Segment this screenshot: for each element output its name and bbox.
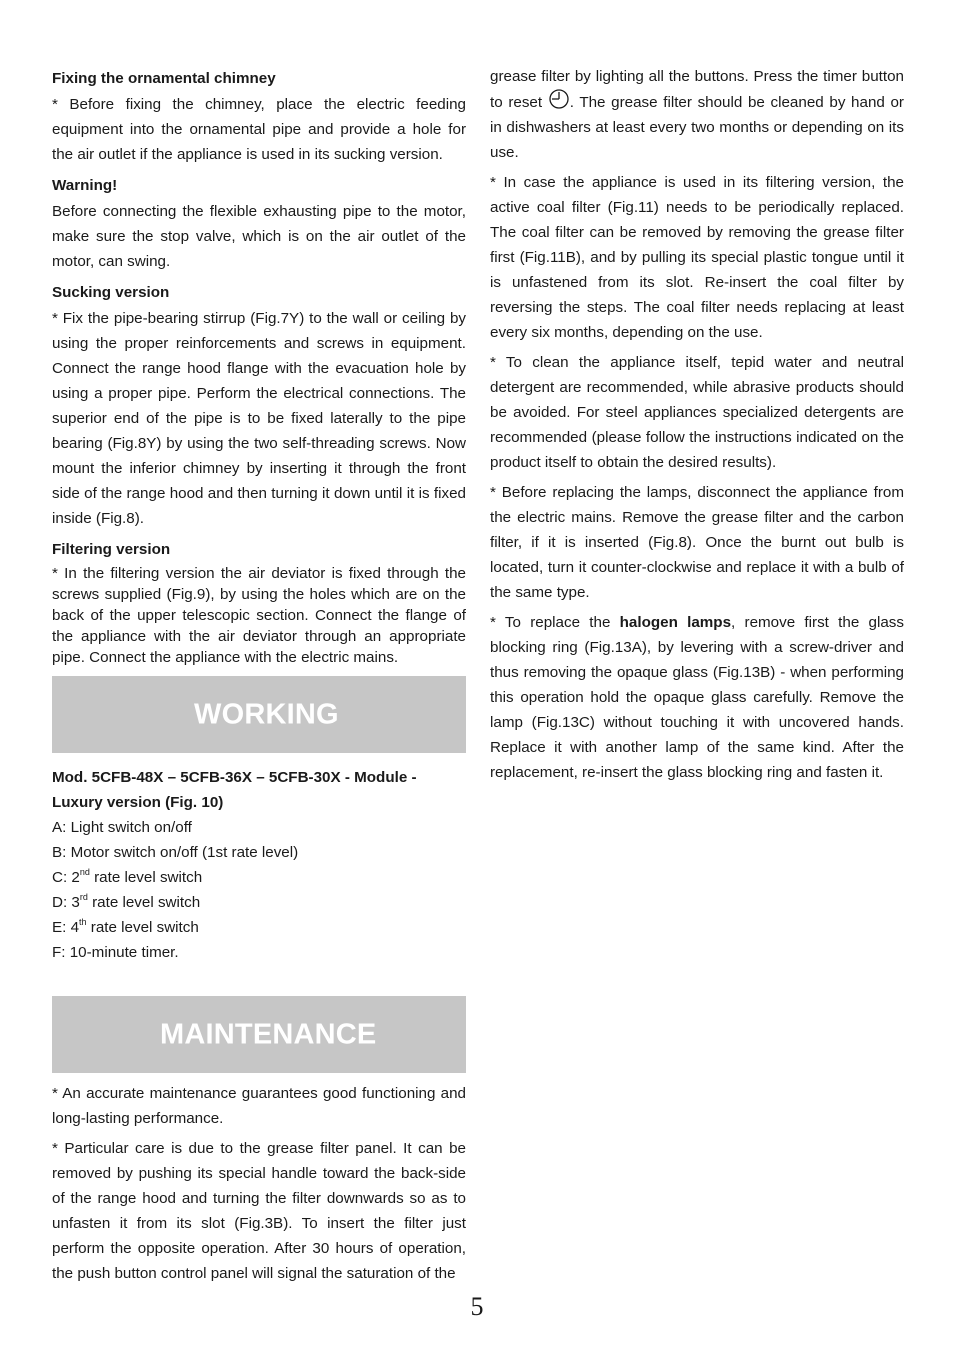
coal-filter-paragraph: * In case the appliance is used in its filtering version, the active coal filter (Fig.11) needs to be periodically replaced. The coal filter can be removed by removing the grease filter first (Fig.11B), and by pulling its special plastic tongue until it is unfastened from its slot. Re-insert the coal filter by reversing the steps. The coal filter needs replacing at least every six months, depending on the use. bbox=[490, 174, 904, 341]
halogen-paragraph: * To replace the halogen lamps, remove first the glass blocking ring (Fig.13A), by levering with a screw-driver and thus removing the opaque glass (Fig.13B) - when performing this operation hold the opaque glass carefully. Remove the lamp (Fig.13C) without touching it with uncovered hands. Replace it with another lamp of the same kind. After the replacement, re-insert the glass blocking ring and fasten it. bbox=[490, 614, 904, 781]
maintenance-title: MAINTENANCE bbox=[160, 1018, 377, 1050]
filtering-heading: Filtering version bbox=[52, 541, 171, 558]
switch-list bbox=[52, 765, 466, 965]
left-column bbox=[52, 64, 466, 1291]
fixing-heading: Fixing the ornamental chimney bbox=[52, 70, 276, 87]
working-banner bbox=[52, 676, 466, 753]
sucking-paragraph: * Fix the pipe-bearing stirrup (Fig.7Y) to the wall or ceiling by using the proper reinforcements and screws in equipment. Connect the range hood flange with the evacuation hole by using a proper pipe. Perform the electrical connections. The superior end of the pipe is to be fixed laterally to the pipe bearing (Fig.8Y) by using the two self-threading screws. Now mount the inferior chimney by inserting it through the front side of the range hood and then turning it down until it is fixed inside (Fig.8). bbox=[52, 310, 466, 527]
working-title: WORKING bbox=[194, 698, 339, 730]
warning-paragraph: Before connecting the flexible exhausting pipe to the motor, make sure the stop valve, which is on the air outlet of the motor, can swing. bbox=[52, 203, 466, 270]
page-number: 5 bbox=[470, 1292, 484, 1321]
maintenance-banner bbox=[52, 996, 466, 1073]
right-column bbox=[490, 64, 904, 790]
maintenance-paragraph-1: * An accurate maintenance guarantees good functioning and long-lasting performance. bbox=[52, 1085, 466, 1127]
maintenance-paragraph-2: * Particular care is due to the grease filter panel. It can be removed by pushing its special handle toward the back-side of the range hood and turning the filter downwards so as to unfasten it from its slot (Fig.3B). To insert the filter just perform the opposite operation. After 30 hours of operation, the push button control panel will signal the saturation of the bbox=[52, 1140, 466, 1282]
fixing-paragraph: * Before fixing the chimney, place the electric feeding equipment into the ornamental pipe and provide a hole for the air outlet if the appliance is used in its sucking version. bbox=[52, 96, 466, 163]
filtering-paragraph: * In the filtering version the air deviator is fixed through the screws supplied (Fig.9), by using the holes which are on the back of the upper telescopic section. Connect the flange of the appliance with the air deviator through an appropriate pipe. Connect the appliance with the electric mains. bbox=[52, 565, 466, 666]
switch-a: A: Light switch on/off bbox=[52, 819, 192, 836]
model-line-2: Luxury version (Fig. 10) bbox=[52, 794, 224, 811]
cleaning-paragraph: * To clean the appliance itself, tepid water and neutral detergent are recommended, while abrasive products should be avoided. For steel appliances specialized detergents are recommended (please follow the instructions indicated on the product itself to obtain the desired results). bbox=[490, 354, 904, 471]
switch-d: D: 3rd rate level switch bbox=[52, 891, 201, 911]
model-line-1: Mod. 5CFB-48X – 5CFB-36X – 5CFB-30X - Module - bbox=[52, 769, 417, 786]
lamps-paragraph: * Before replacing the lamps, disconnect the appliance from the electric mains. Remove the grease filter and the carbon filter, if it is inserted (Fig.8). Once the burnt out bulb is located, turn it counter-clockwise and replace it with a bulb of the same type. bbox=[490, 484, 904, 601]
switch-b: B: Motor switch on/off (1st rate level) bbox=[52, 844, 299, 861]
switch-e: E: 4th rate level switch bbox=[52, 916, 199, 936]
warning-heading: Warning! bbox=[52, 177, 118, 194]
switch-c: C: 2nd rate level switch bbox=[52, 866, 203, 886]
grease-filter-paragraph: grease filter by lighting all the buttons. Press the timer button to reset . The grease filter should be cleaned by hand or in dishwashers at least every two months or depending on its use. bbox=[490, 68, 904, 161]
switch-f: F: 10-minute timer. bbox=[52, 944, 179, 961]
clock-reset-icon bbox=[548, 89, 570, 109]
sucking-heading: Sucking version bbox=[52, 284, 170, 301]
